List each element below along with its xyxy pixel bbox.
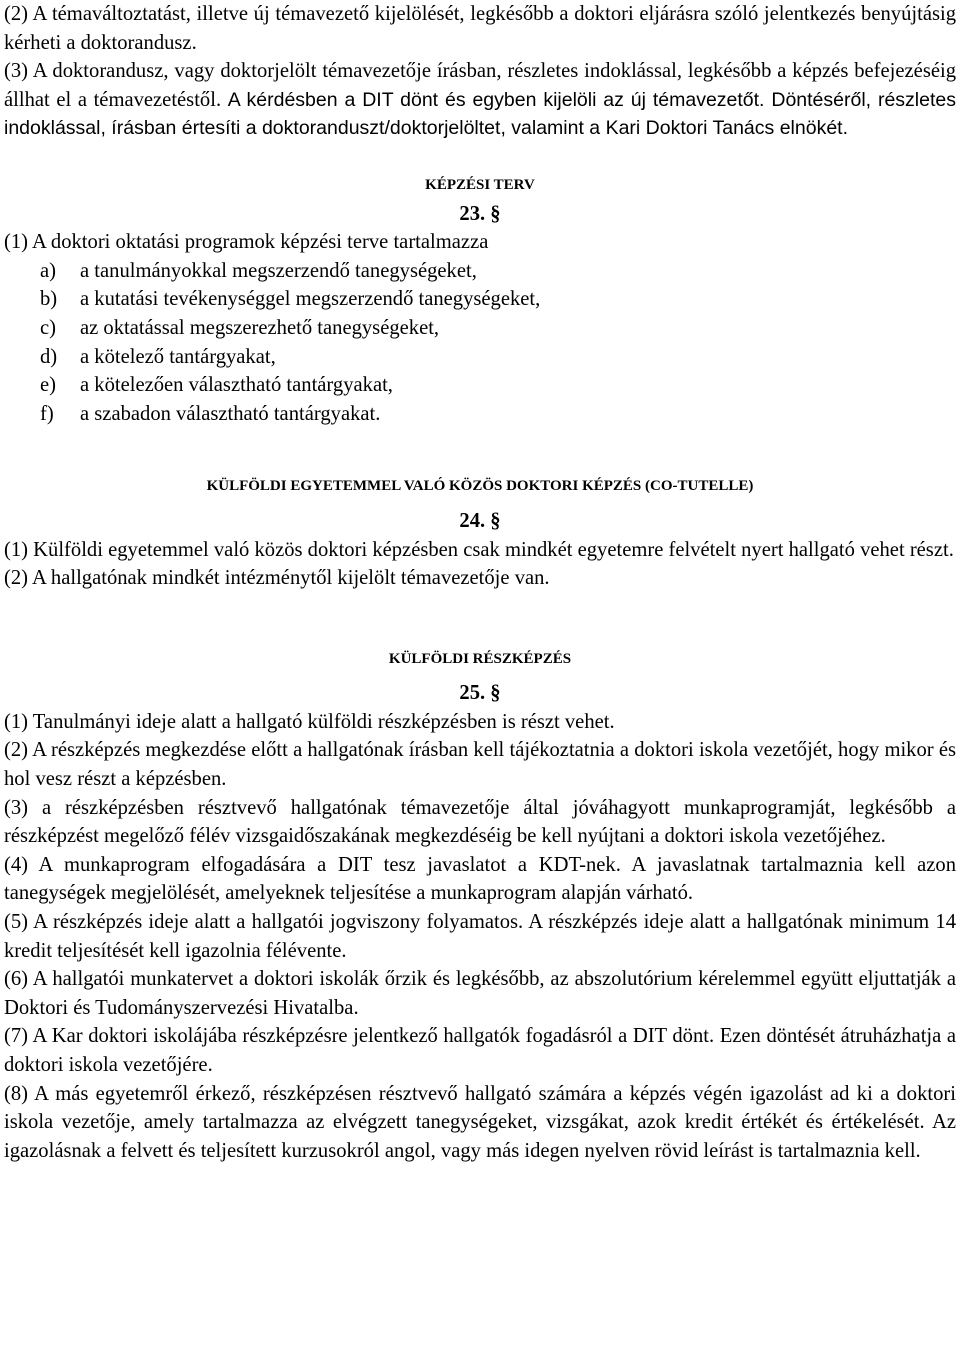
- list-item-label: e): [40, 374, 56, 397]
- list-item-label: f): [40, 402, 54, 425]
- list-item: [4, 314, 956, 343]
- document-page: [4, 0, 956, 1165]
- list-item: [4, 257, 956, 286]
- list-item-text: a kötelezően választható tantárgyakat,: [80, 374, 393, 397]
- section-25-paragraph-7: (7) A Kar doktori iskolájába részképzésre jelentkező hallgatók fogadásról a DIT dönt. Ezen döntését átruházhatja a doktori iskola vezetőjére.: [4, 1025, 956, 1076]
- list-item-label: c): [40, 316, 56, 339]
- section-24-paragraph-1: (1) Külföldi egyetemmel való közös doktori képzésben csak mindkét egyetemre felvételt nyert hallgató vehet részt.: [4, 538, 954, 561]
- list-item-text: az oktatással megszerezhető tanegységeket,: [80, 316, 440, 339]
- section-25-paragraph-2: (2) A részképzés megkezdése előtt a hallgatónak írásban kell tájékoztatnia a doktori iskola vezetőjét, hogy mikor és hol vesz részt a képzésben.: [4, 739, 956, 791]
- section-25-paragraph-1: (1) Tanulmányi ideje alatt a hallgató külföldi részképzésben is részt vehet.: [4, 710, 615, 733]
- heading-kepzesi-terv: KÉPZÉSI TERV: [425, 176, 535, 193]
- paragraph-top-3-serif: (3) A doktorandusz, vagy doktorjelölt témavezetője írásban, részletes indoklással, legkésőbb a képzés befejezéséig állhat el a témavezetéstől.: [4, 60, 956, 111]
- section-sign-icon: §: [490, 509, 501, 532]
- section-sign-icon: §: [490, 202, 501, 225]
- paragraph-top-3-sans: A kérdésben a DIT dönt és egyben kijelöli az új témavezetőt. Döntéséről, részletes indoklással, írásban értesíti a doktoranduszt/doktorjelöltet, valamint a Kari Doktori Tanács elnökét.: [4, 88, 956, 140]
- list-item: [4, 400, 956, 429]
- heading-kulfoldi-reszkepzes: KÜLFÖLDI RÉSZKÉPZÉS: [388, 650, 572, 667]
- paragraph-top-3: [4, 57, 956, 143]
- list-item-label: d): [40, 345, 58, 368]
- section-23-intro: (1) A doktori oktatási programok képzési terve tartalmazza: [4, 231, 489, 254]
- section-25-paragraph-8: (8) A más egyetemről érkező, részképzésen résztvevő hallgató számára a képzés végén igazolást ad ki a doktori iskola vezetője, amely tartalmazza az elvégzett tanegységeket, vizsgákat, azok kredit értékét és értékelését. Az igazolásnak a felvett és teljesített kurzusokról angol, vagy más idegen nyelven rövid leírást is tartalmaznia kell.: [4, 1082, 956, 1162]
- section-23-list: [4, 257, 956, 429]
- list-item-text: a szabadon választható tantárgyakat.: [80, 402, 381, 425]
- section-23-number: 23. §: [459, 202, 501, 225]
- section-25-number: 25. §: [459, 682, 501, 705]
- section-25-paragraph-3: (3) a részképzésben résztvevő hallgatónak témavezetője által jóváhagyott munkaprogramját, legkésőbb a részképzést megelőző félév vizsgaidőszakának megkezdéséig be kell nyújtani a doktori iskola vezetőjéhez.: [4, 796, 956, 848]
- list-item: [4, 371, 956, 400]
- section-24-paragraph-2: (2) A hallgatónak mindkét intézménytől kijelölt témavezetője van.: [4, 567, 550, 590]
- list-item-label: b): [40, 288, 58, 311]
- section-24-number: 24. §: [459, 509, 501, 532]
- section-25-paragraph-6: (6) A hallgatói munkatervet a doktori iskolák őrzik és legkésőbb, az abszolutórium kérelemmel együtt eljuttatják a Doktori és Tudományszervezési Hivatalba.: [4, 968, 956, 1019]
- section-25-paragraph-5: (5) A részképzés ideje alatt a hallgatói jogviszony folyamatos. A részképzés ideje alatt a hallgatónak minimum 14 kredit teljesítését kell igazolnia félévente.: [4, 911, 956, 962]
- section-sign-icon: §: [490, 682, 501, 705]
- list-item-text: a kötelező tantárgyakat,: [80, 345, 276, 368]
- list-item-text: a kutatási tevékenységgel megszerzendő tanegységeket,: [80, 288, 541, 311]
- list-item-text: a tanulmányokkal megszerzendő tanegységeket,: [80, 259, 477, 282]
- section-25-paragraph-4: (4) A munkaprogram elfogadására a DIT tesz javaslatot a KDT-nek. A javaslatnak tartalmaznia kell azon tanegységek megjelölését, amelyeknek teljesítése a munkaprogram alapján várható.: [4, 853, 956, 905]
- list-item-label: a): [40, 259, 56, 282]
- list-item: [4, 343, 956, 372]
- list-item: [4, 285, 956, 314]
- paragraph-top-2: (2) A témaváltoztatást, illetve új témavezető kijelölését, legkésőbb a doktori eljárásra szóló jelentkezés benyújtásig kérheti a doktorandusz.: [4, 3, 956, 54]
- heading-co-tutelle: KÜLFÖLDI EGYETEMMEL VALÓ KÖZÖS DOKTORI KÉPZÉS (CO-TUTELLE): [206, 478, 754, 495]
